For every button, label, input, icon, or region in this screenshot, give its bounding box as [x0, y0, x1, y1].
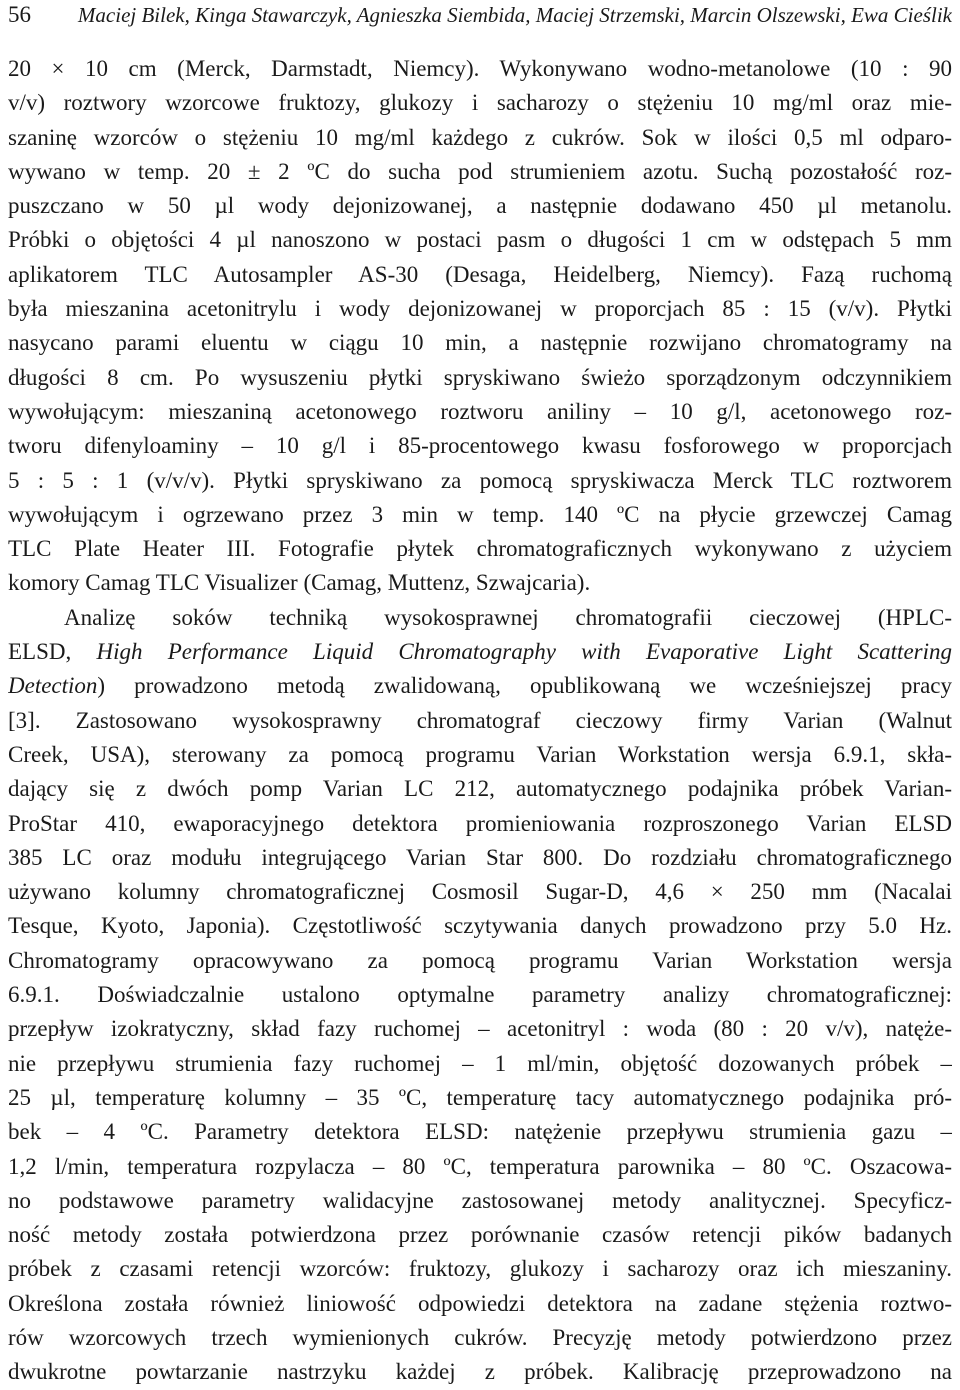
text-line: wywołującym: mieszaniną acetonowego roztworu aniliny – 10 g/l, acetonowego roz- [8, 398, 952, 424]
text-line: 6.9.1. Doświadczalnie ustalono optymalne parametry analizy chromatograficznej: [8, 982, 952, 1008]
text-run: ELSD, [8, 639, 97, 665]
text-line: dwukrotne powtarzanie nastrzyku każdej z próbek. Kalibrację przeprowadzono na [8, 1359, 952, 1385]
text-line: próbek z czasami retencji wzorców: fruktozy, glukozy i sacharozy oraz ich mieszaniny. [8, 1256, 952, 1282]
text-line: komory Camag TLC Visualizer (Camag, Muttenz, Szwajcaria). [8, 570, 591, 596]
text-line: bek – 4 ºC. Parametry detektora ELSD: natężenie przepływu strumienia gazu – [8, 1119, 952, 1145]
text-line: Creek, USA), sterowany za pomocą programu Varian Workstation wersja 6.9.1, skła- [8, 741, 952, 767]
text-line: 5 : 5 : 1 (v/v/v). Płytki spryskiwano za pomocą spryskiwacza Merck TLC roztworem [8, 467, 952, 493]
text-line: tworu difenyloaminy – 10 g/l i 85-procentowego kwasu fosforowego w proporcjach [8, 433, 952, 459]
text-line: 1,2 l/min, temperatura rozpylacza – 80 ºC, temperatura parownika – 80 ºC. Oszacowa- [8, 1153, 952, 1179]
text-line: ność metody została potwierdzona przez porównanie czasów retencji pików badanych [8, 1222, 952, 1248]
text-line: 25 µl, temperaturę kolumny – 35 ºC, temperaturę tacy automatycznego podajnika pró- [8, 1084, 952, 1110]
italic-term: High Performance Liquid Chromatography with Evaporative Light Scattering [96, 639, 952, 665]
text-line: była mieszanina acetonitrylu i wody dejonizowanej w proporcjach 85 : 15 (v/v). Płytki [8, 296, 952, 322]
paragraph-2 [8, 601, 952, 1390]
text-line: dający się z dwóch pomp Varian LC 212, automatycznego podajnika próbek Varian- [8, 776, 952, 802]
text-line: rów wzorcowych trzech wymienionych cukrów. Precyzję metody potwierdzono przez [8, 1324, 952, 1350]
text-line: TLC Plate Heater III. Fotografie płytek chromatograficznych wykonywano z użyciem [8, 536, 952, 562]
text-line: długości 8 cm. Po wysuszeniu płytki spryskiwano świeżo sporządzonym odczynnikiem [8, 364, 952, 390]
text-line: Określona została również liniowość odpowiedzi detektora na zadane stężenia roztwo- [8, 1290, 952, 1316]
text-line [8, 669, 952, 703]
text-line: nie przepływu strumienia fazy ruchomej – 1 ml/min, objętość dozowanych próbek – [8, 1050, 952, 1076]
text-line: Tesque, Kyoto, Japonia). Częstotliwość sczytywania danych prowadzono przy 5.0 Hz. [8, 913, 952, 939]
text-run: ) prowadzono metodą zwalidowaną, opublikowaną we wcześniejszej pracy [97, 673, 952, 699]
text-line [8, 635, 952, 669]
text-line: v/v) roztwory wzorcowe fruktozy, glukozy i sacharozy o stężeniu 10 mg/ml oraz mie- [8, 90, 952, 116]
body-text [8, 52, 952, 1390]
text-line: [3]. Zastosowano wysokosprawny chromatograf cieczowy firmy Varian (Walnut [8, 707, 952, 733]
text-line: puszczano w 50 µl wody dejonizowanej, a następnie dodawano 450 µl metanolu. [8, 193, 952, 219]
text-line: używano kolumny chromatograficznej Cosmosil Sugar-D, 4,6 × 250 mm (Nacalai [8, 879, 952, 905]
text-line: ProStar 410, ewaporacyjnego detektora promieniowania rozproszonego Varian ELSD [8, 810, 952, 836]
text-line: Chromatogramy opracowywano za pomocą programu Varian Workstation wersja [8, 947, 952, 973]
text-line: 20 × 10 cm (Merck, Darmstadt, Niemcy). Wykonywano wodno-metanolowe (10 : 90 [8, 56, 952, 81]
text-line: Próbki o objętości 4 µl nanoszono w postaci pasm o długości 1 cm w odstępach 5 mm [8, 227, 952, 253]
page-number: 56 [8, 2, 31, 27]
running-head-authors: Maciej Bilek, Kinga Stawarczyk, Agnieszka Siembida, Maciej Strzemski, Marcin Olszewski, Ewa Cieślik [77, 3, 952, 27]
text-line: nasycano parami eluentu w ciągu 10 min, a następnie rozwijano chromatogramy na [8, 330, 952, 356]
text-line: szaninę wzorców o stężeniu 10 mg/ml każdego z cukrów. Sok w ilości 0,5 ml odparo- [8, 124, 952, 150]
text-line: 385 LC oraz modułu integrującego Varian Star 800. Do rozdziału chromatograficznego [8, 844, 952, 870]
text-line: aplikatorem TLC Autosampler AS-30 (Desaga, Heidelberg, Niemcy). Fazą ruchomą [8, 261, 952, 287]
text-line: no podstawowe parametry walidacyjne zastosowanej metody analitycznej. Specyficz- [8, 1187, 952, 1213]
text-line: przepływ izokratyczny, skład fazy ruchomej – acetonitryl : woda (80 : 20 v/v), natęże- [8, 1016, 952, 1042]
italic-term: Detection [8, 673, 98, 699]
text-line: wywano w temp. 20 ± 2 ºC do sucha pod strumieniem azotu. Suchą pozostałość roz- [8, 158, 952, 184]
paragraph-1 [8, 52, 952, 601]
text-line: Analizę soków techniką wysokosprawnej chromatografii cieczowej (HPLC- [64, 604, 952, 630]
page-header [8, 0, 952, 34]
text-line: wywołującym i ogrzewano przez 3 min w temp. 140 ºC na płycie grzewczej Camag [8, 501, 952, 527]
